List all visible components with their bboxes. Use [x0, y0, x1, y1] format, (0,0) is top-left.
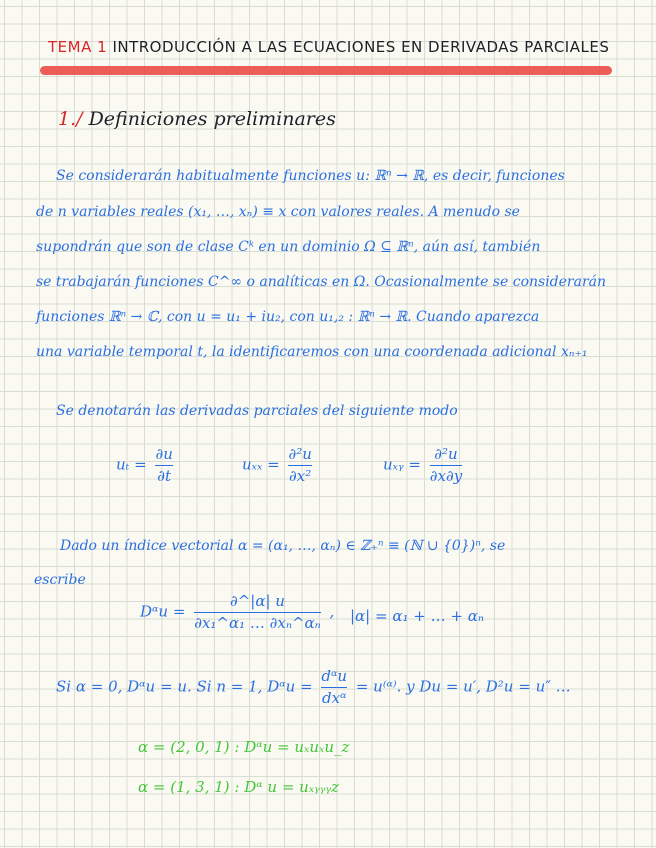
multi-abs: |α| = α₁ + … + αₙ: [350, 607, 484, 625]
si-line-b: = u⁽ᵅ⁾. y Du = u′, D²u = u″ …: [355, 677, 571, 696]
uxx-lhs: uₓₓ =: [242, 455, 280, 474]
paragraph1-line4: se trabajarán funciones C^∞ o analíticas en Ω. Ocasionalmente se considerarán: [36, 274, 607, 290]
multi-fraction: [194, 593, 321, 632]
paragraph1-line2: de n variables reales (x₁, …, xₙ) ≡ x con valores reales. A menudo se: [36, 204, 520, 220]
si-fraction: [321, 668, 347, 707]
uxy-fraction-bar: [430, 465, 462, 467]
example-2: α = (1, 3, 1) : Dᵅ u = uₓᵧᵧᵧz: [138, 778, 339, 796]
paragraph2: Se denotarán las derivadas parciales del siguiente modo: [56, 403, 458, 419]
paragraph3-line2: escribe: [34, 572, 86, 588]
title-text: INTRODUCCIÓN A LAS ECUACIONES EN DERIVADAS PARCIALES: [112, 38, 610, 56]
si-denominator: dxᵅ: [322, 689, 347, 707]
uxx-fraction-bar: [288, 465, 311, 467]
example-1: α = (2, 0, 1) : Dᵅu = uₓuₓu_z: [138, 738, 350, 756]
page-title: [48, 38, 609, 56]
ut-numerator: ∂u: [155, 445, 173, 463]
derivative-uxy: [383, 446, 466, 485]
ut-fraction-bar: [155, 465, 172, 467]
si-fraction-bar: [321, 687, 347, 689]
ut-denominator: ∂t: [157, 467, 172, 485]
uxx-numerator: ∂²u: [288, 445, 312, 463]
multi-comma: ,: [329, 602, 335, 621]
ut-fraction: [155, 446, 172, 485]
multi-index-derivative: [140, 593, 334, 632]
uxy-denominator: ∂x∂y: [429, 467, 463, 485]
si-line-a: Si α = 0, Dᵅu = u. Si n = 1, Dᵅu =: [56, 677, 313, 696]
paragraph1-line3: supondrán que son de clase Cᵏ en un dominio Ω ⊆ ℝⁿ, aún así, también: [36, 239, 541, 255]
uxy-numerator: ∂²u: [434, 445, 458, 463]
multi-lhs: Dᵅu =: [140, 602, 186, 621]
multi-numerator: ∂^|α| u: [229, 592, 285, 610]
derivative-uxx: [242, 446, 316, 485]
paragraph3-line1: Dado un índice vectorial α = (α₁, …, αₙ) ∈ ℤ₊ⁿ ≡ (ℕ ∪ {0})ⁿ, se: [60, 538, 506, 554]
ut-lhs: uₜ =: [116, 455, 147, 474]
uxy-lhs: uₓᵧ =: [383, 455, 421, 474]
derivative-ut: [116, 446, 177, 485]
uxy-fraction: [430, 446, 462, 485]
uxx-denominator: ∂x²: [289, 467, 312, 485]
multi-fraction-bar: [194, 612, 321, 614]
si-numerator: dᵅu: [321, 667, 348, 685]
section-heading: [58, 108, 336, 130]
section-number: 1./: [58, 108, 83, 130]
multi-denominator: ∂x₁^α₁ … ∂xₙ^αₙ: [194, 614, 321, 632]
section-label: Definiciones preliminares: [88, 108, 336, 130]
paragraph1-line1: Se considerarán habitualmente funciones u: ℝⁿ → ℝ, es decir, funciones: [56, 168, 565, 184]
uxx-fraction: [288, 446, 311, 485]
si-line: [56, 668, 571, 707]
title-underline: [40, 66, 612, 75]
paragraph1-line5: funciones ℝⁿ → ℂ, con u = u₁ + iu₂, con u₁,₂ : ℝⁿ → ℝ. Cuando aparezca: [36, 309, 540, 325]
paragraph1-line6: una variable temporal t, la identificaremos con una coordenada adicional xₙ₊₁: [36, 344, 588, 360]
title-tema: TEMA 1: [48, 38, 108, 56]
